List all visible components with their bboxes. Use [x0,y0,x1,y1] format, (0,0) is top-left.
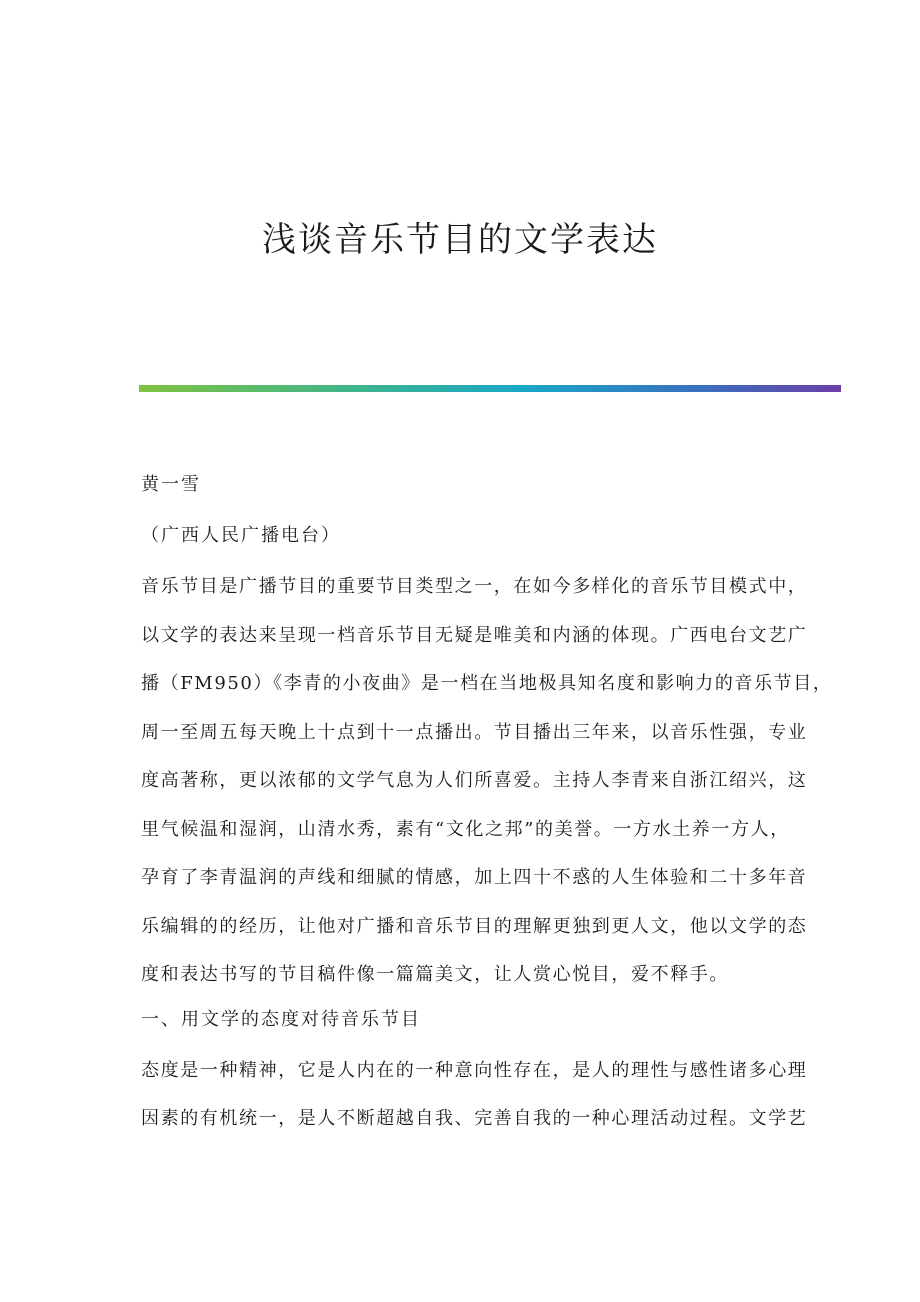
text-line: 音乐节目是广播节目的重要节目类型之一，在如今多样化的音乐节目模式中， [141,576,808,597]
paragraph-intro [141,563,833,1000]
paragraph-section1 [141,1047,808,1144]
section-heading: 一、用文学的态度对待音乐节目 [141,1008,421,1030]
text-line: 播（FM950）《李青的小夜曲》是一档在当地极具知名度和影响力的音乐节目， [141,673,833,694]
text-line: 以文学的表达来呈现一档音乐节目无疑是唯美和内涵的体现。广西电台文艺广 [141,624,808,646]
text-line: 乐编辑的的经历，让他对广播和音乐节目的理解更独到更人文，他以文学的态 [141,915,808,937]
author-affiliation: （广西人民广播电台） [141,525,341,546]
text-line: 因素的有机统一，是人不断超越自我、完善自我的一种心理活动过程。文学艺 [141,1108,808,1129]
author-name: 黄一雪 [141,474,201,495]
document-body [141,466,833,1149]
text-line: 里气候温和湿润，山清水秀，素有“文化之邦”的美誉。一方水土养一方人， [141,818,790,840]
text-line: 度和表达书写的节目稿件像一篇篇美文，让人赏心悦目，爱不释手。 [141,964,729,985]
document-title: 浅谈音乐节目的文学表达 [262,220,658,260]
text-line: 周一至周五每天晚上十点到十一点播出。节目播出三年来，以音乐性强，专业 [141,721,808,743]
text-line: 度高著称，更以浓郁的文学气息为人们所喜爱。主持人李青来自浙江绍兴，这 [141,770,808,791]
text-line: 孕育了李青温润的声线和细腻的情感，加上四十不惑的人生体验和二十多年音 [141,867,808,888]
gradient-divider [139,385,841,392]
text-line: 态度是一种精神，它是人内在的一种意向性存在，是人的理性与感性诸多心理 [141,1059,808,1081]
